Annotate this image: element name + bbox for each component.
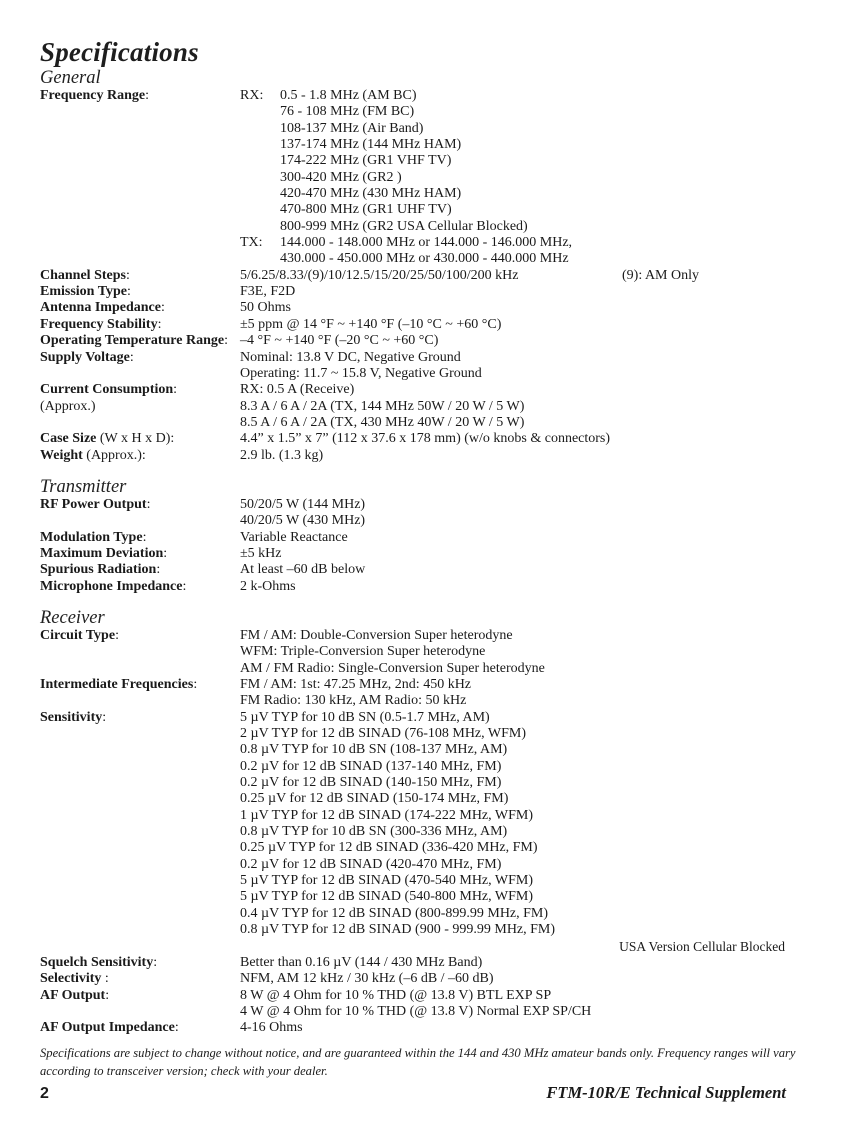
spec-label: Supply Voltage xyxy=(40,349,130,365)
spec-value-line: FM / AM: 1st: 47.25 MHz, 2nd: 450 kHz xyxy=(240,677,472,692)
spec-value-line: 8.3 A / 6 A / 2A (TX, 144 MHz 50W / 20 W / 5 W) xyxy=(240,398,525,414)
page-footer xyxy=(40,1083,786,1103)
spec-squelch-sensitivity: Squelch Sensitivity: Better than 0.16 µV (144 / 430 MHz Band) xyxy=(40,955,830,971)
footnote: Specifications are subject to change without notice, and are guaranteed within the 144 and 430 MHz amateur bands only. Frequency ranges will vary according to transceiver version; check with your dealer. xyxy=(40,1046,796,1078)
spec-label: Operating Temperature Range xyxy=(40,333,225,349)
spec-value-line: 0.2 µV for 12 dB SINAD (140-150 MHz, FM) xyxy=(240,775,502,791)
spec-value-line: 0.25 µV for 12 dB SINAD (150-174 MHz, FM) xyxy=(240,791,509,807)
spec-value-line: 0.8 µV TYP for 12 dB SINAD (900 - 999.99 MHz, FM) xyxy=(240,922,556,938)
spec-af-output-impedance: AF Output Impedance: 4-16 Ohms xyxy=(40,1020,830,1036)
spec-microphone-impedance: Microphone Impedance: 2 k-Ohms xyxy=(40,579,830,595)
spec-value-line: 470-800 MHz (GR1 UHF TV) xyxy=(280,202,452,218)
spec-label: Selectivity xyxy=(40,971,102,987)
spec-value: 2.9 lb. (1.3 kg) xyxy=(240,447,324,463)
spec-frequency-stability: Frequency Stability: ±5 ppm @ 14 °F ~ +140 °F (–10 °C ~ +60 °C) xyxy=(40,317,830,333)
spec-value: At least –60 dB below xyxy=(240,562,366,578)
spec-value-line: 174-222 MHz (GR1 VHF TV) xyxy=(280,153,452,169)
page-number: 2 xyxy=(40,1085,49,1102)
spec-value-line: 0.8 µV TYP for 10 dB SN (108-137 MHz, AM) xyxy=(240,742,508,758)
spec-emission-type: Emission Type: F3E, F2D xyxy=(40,284,830,300)
spec-weight xyxy=(40,448,830,464)
spec-label: Squelch Sensitivity xyxy=(40,954,154,970)
tx-range-group xyxy=(240,235,830,268)
tx-tag: TX: xyxy=(240,235,263,251)
spec-label: Antenna Impedance xyxy=(40,300,161,316)
spec-value-line: 76 - 108 MHz (FM BC) xyxy=(280,104,415,120)
spec-value: Variable Reactance xyxy=(240,529,348,545)
spec-label: Current Consumption xyxy=(40,382,174,398)
spec-label: Intermediate Frequencies xyxy=(40,677,194,692)
rx-range-group xyxy=(240,88,830,235)
section-general-heading: General xyxy=(40,68,101,88)
spec-value-line: 0.4 µV TYP for 12 dB SINAD (800-899.99 MHz, FM) xyxy=(240,905,549,921)
spec-supply-voltage: Supply Voltage: Nominal: 13.8 V DC, Negative Ground Operating: 11.7 ~ 15.8 V, Negative Ground xyxy=(40,350,830,383)
spec-label: Emission Type xyxy=(40,284,128,300)
spec-label: Case Size xyxy=(40,431,97,447)
spec-value-line: WFM: Triple-Conversion Super heterodyne xyxy=(240,644,486,660)
spec-value-line: 108-137 MHz (Air Band) xyxy=(280,120,424,136)
spec-label: AF Output Impedance xyxy=(40,1020,175,1036)
spec-value-line: 5 µV TYP for 12 dB SINAD (540-800 MHz, WFM) xyxy=(240,889,533,905)
spec-value-line: 0.2 µV for 12 dB SINAD (137-140 MHz, FM) xyxy=(240,758,502,774)
spec-value-line: 4 W @ 4 Ohm for 10 % THD (@ 13.8 V) Normal EXP SP/CH xyxy=(240,1003,592,1019)
document-title: FTM-10R/E Technical Supplement xyxy=(546,1083,786,1102)
spec-value: 5/6.25/8.33/(9)/10/12.5/15/20/25/50/100/200 kHz xyxy=(240,267,519,283)
spec-label: RF Power Output xyxy=(40,496,147,512)
spec-value-line: FM / AM: Double-Conversion Super heterodyne xyxy=(240,627,513,643)
spec-label: Frequency Stability xyxy=(40,316,158,332)
spec-label-suffix: (W x H x D): xyxy=(96,431,175,447)
spec-label: Modulation Type xyxy=(40,529,143,545)
spec-value-line: Operating: 11.7 ~ 15.8 V, Negative Ground xyxy=(240,365,482,381)
spec-value-line: 40/20/5 W (430 MHz) xyxy=(240,513,366,529)
spec-circuit-type: Circuit Type: FM / AM: Double-Conversion Super heterodyne WFM: Triple-Conversion Super heterodyne AM / FM Radio: Single-Conversion Super heterodyne xyxy=(40,628,830,677)
spec-value-line: 144.000 - 148.000 MHz or 144.000 - 146.000 MHz, xyxy=(280,235,573,251)
rx-tag: RX: xyxy=(240,88,264,103)
steps-note: (9): AM Only xyxy=(622,267,699,283)
spec-value-line: 5 µV TYP for 10 dB SN (0.5-1.7 MHz, AM) xyxy=(240,709,490,725)
spec-label: Channel Steps xyxy=(40,267,126,283)
spec-value-line: 8 W @ 4 Ohm for 10 % THD (@ 13.8 V) BTL EXP SP xyxy=(240,987,552,1003)
spec-value: Better than 0.16 µV (144 / 430 MHz Band) xyxy=(240,954,483,970)
page-title: Specifications xyxy=(40,37,199,67)
section-receiver-heading: Receiver xyxy=(40,607,105,628)
spec-value: NFM, AM 12 kHz / 30 kHz (–6 dB / –60 dB) xyxy=(240,971,494,987)
spec-label: Maximum Deviation xyxy=(40,545,164,561)
spec-operating-temperature: Operating Temperature Range: –4 °F ~ +140 °F (–20 °C ~ +60 °C) xyxy=(40,333,830,349)
spec-label: Weight xyxy=(40,447,83,463)
spec-channel-steps: Channel Steps: 5/6.25/8.33/(9)/10/12.5/15/20/25/50/100/200 kHz (9): AM Only xyxy=(40,267,699,283)
spec-label-approx: (Approx.) xyxy=(40,398,96,414)
spec-rf-power-output: RF Power Output: 50/20/5 W (144 MHz) 40/20/5 W (430 MHz) xyxy=(40,497,830,530)
spec-spurious-radiation: Spurious Radiation: At least –60 dB below xyxy=(40,562,830,578)
spec-current-consumption: Current Consumption: (Approx.) RX: 0.5 A (Receive) 8.3 A / 6 A / 2A (TX, 144 MHz 50W / 20 W / 5 W) 8.5 A / 6 A / 2A (TX, 430 MHz 40W / 20 W / 5 W) xyxy=(40,382,830,431)
spec-value: 50 Ohms xyxy=(240,300,291,316)
spec-af-output: AF Output: 8 W @ 4 Ohm for 10 % THD (@ 13.8 V) BTL EXP SP 4 W @ 4 Ohm for 10 % THD (@ 13.8 V) Normal EXP SP/CH xyxy=(40,988,830,1021)
spec-label: Circuit Type xyxy=(40,627,116,643)
spec-label: Sensitivity xyxy=(40,709,103,725)
spec-value: ±5 ppm @ 14 °F ~ +140 °F (–10 °C ~ +60 °C) xyxy=(240,316,502,332)
spec-value-line: 0.2 µV for 12 dB SINAD (420-470 MHz, FM) xyxy=(240,856,502,872)
spec-value-line: 8.5 A / 6 A / 2A (TX, 430 MHz 40W / 20 W / 5 W) xyxy=(240,414,525,430)
spec-value-line: 137-174 MHz (144 MHz HAM) xyxy=(280,137,462,153)
spec-value: –4 °F ~ +140 °F (–20 °C ~ +60 °C) xyxy=(240,333,439,349)
spec-value-line: 300-420 MHz (GR2 ) xyxy=(280,169,402,185)
spec-value-line: 800-999 MHz (GR2 USA Cellular Blocked) xyxy=(280,218,528,234)
spec-value-line: 0.25 µV TYP for 12 dB SINAD (336-420 MHz, FM) xyxy=(240,840,538,856)
spec-value-line: 5 µV TYP for 12 dB SINAD (470-540 MHz, WFM) xyxy=(240,873,533,889)
usa-version-note: USA Version Cellular Blocked xyxy=(619,938,785,954)
spec-value-line: Nominal: 13.8 V DC, Negative Ground xyxy=(240,349,461,365)
spec-label: Spurious Radiation xyxy=(40,562,157,578)
spec-value: F3E, F2D xyxy=(240,284,296,300)
section-transmitter-heading: Transmitter xyxy=(40,476,127,497)
spec-selectivity: Selectivity : NFM, AM 12 kHz / 30 kHz (–6 dB / –60 dB) xyxy=(40,971,830,987)
spec-value: 2 k-Ohms xyxy=(240,578,296,594)
spec-label: AF Output xyxy=(40,987,106,1003)
spec-intermediate-frequencies: Intermediate Frequencies: FM / AM: 1st: 47.25 MHz, 2nd: 450 kHz FM Radio: 130 kHz, AM Radio: 50 kHz xyxy=(40,677,830,710)
spec-value-line: RX: 0.5 A (Receive) xyxy=(240,382,355,398)
spec-value-line: AM / FM Radio: Single-Conversion Super heterodyne xyxy=(240,660,545,676)
spec-label-suffix: (Approx.): xyxy=(82,447,146,463)
spec-value-line: 50/20/5 W (144 MHz) xyxy=(240,496,366,512)
spec-modulation-type: Modulation Type: Variable Reactance xyxy=(40,530,830,546)
spec-maximum-deviation: Maximum Deviation: ±5 kHz xyxy=(40,546,830,562)
spec-antenna-impedance: Antenna Impedance: 50 Ohms xyxy=(40,300,830,316)
spec-label: Microphone Impedance xyxy=(40,578,183,594)
spec-page xyxy=(40,36,830,1037)
spec-value-line: FM Radio: 130 kHz, AM Radio: 50 kHz xyxy=(240,693,467,709)
spec-value: ±5 kHz xyxy=(240,545,282,561)
spec-value-line: 0.8 µV TYP for 10 dB SN (300-336 MHz, AM) xyxy=(240,824,508,840)
spec-frequency-range: Frequency Range: RX: 0.5 - 1.8 MHz (AM BC) 76 - 108 MHz (FM BC) 108-137 MHz (Air Band) 137-174 MHz (144 MHz HAM) 174-222 MHz (GR1 VHF TV) 300-420 MHz (GR2 ) 420-470 MHz (430 MHz HAM) 470-800 MHz (GR1 UHF TV) 800-999 MHz (GR2 USA Cellular Blocked) TX: 144.000 - 148.000 MHz or 144.000 - 146.000 MHz, 430.000 - 450.000 MHz or 430.000 - 440.000 MHz xyxy=(40,88,830,268)
spec-value-line: 430.000 - 450.000 MHz or 430.000 - 440.000 MHz xyxy=(280,251,569,267)
spec-value: 4-16 Ohms xyxy=(240,1020,303,1036)
spec-value-line: 420-470 MHz (430 MHz HAM) xyxy=(280,186,462,202)
spec-case-size xyxy=(40,431,830,447)
spec-label: Frequency Range xyxy=(40,88,146,103)
spec-value: 4.4” x 1.5” x 7” (112 x 37.6 x 178 mm) (w/o knobs & connectors) xyxy=(240,431,611,447)
spec-value-line: 2 µV TYP for 12 dB SINAD (76-108 MHz, WFM) xyxy=(240,726,526,742)
spec-value-line: 0.5 - 1.8 MHz (AM BC) xyxy=(280,88,417,103)
spec-value-line: 1 µV TYP for 12 dB SINAD (174-222 MHz, WFM) xyxy=(240,807,533,823)
spec-sensitivity: Sensitivity: 5 µV TYP for 10 dB SN (0.5-1.7 MHz, AM) 2 µV TYP for 12 dB SINAD (76-108 MHz, WFM) 0.8 µV TYP for 10 dB SN (108-137 MHz, AM) 0.2 µV for 12 dB SINAD (137-140 MHz, FM) 0.2 µV for 12 dB SINAD (140-150 MHz, FM) 0.25 µV for 12 dB SINAD (150-174 MHz, FM) 1 µV TYP for 12 dB SINAD (174-222 MHz, WFM) 0.8 µV TYP for 10 dB SN (300-336 MHz, AM) 0.25 µV TYP for 12 dB SINAD (336-420 MHz, FM) 0.2 µV for 12 dB SINAD (420-470 MHz, FM) 5 µV TYP for 12 dB SINAD (470-540 MHz, WFM) 5 µV TYP for 12 dB SINAD (540-800 MHz, WFM) 0.4 µV TYP for 12 dB SINAD (800-899.99 MHz, FM) 0.8 µV TYP for 12 dB SINAD (900 - 999.99 MHz, FM) xyxy=(40,710,830,939)
